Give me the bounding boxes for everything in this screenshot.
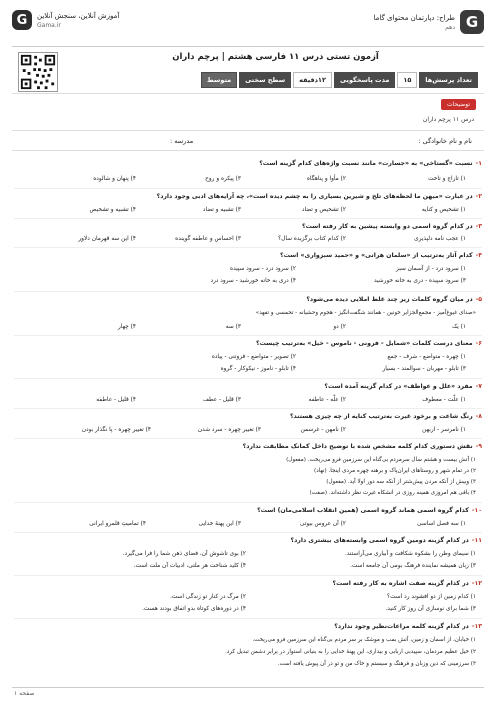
question-11 [14, 537, 482, 545]
option[interactable]: ۴) قلیل - عاطفه [96, 397, 136, 403]
question-text: نقش دستوری کدام کلمه مشخص شده با توضیح داخل کمانک مطابقت ندارد؟ [242, 443, 473, 450]
question-4 [14, 252, 482, 260]
divider [14, 532, 482, 533]
question-8 [14, 413, 482, 421]
question-text: نسبت «گستاخی» به «جسارت» مانند نسبت واژه‌های کدام گزینه است؟ [259, 160, 473, 167]
question-text: در کدام گروه اسمی دو وابسته پیشین به کار رفته است؟ [302, 223, 473, 230]
test-info-box [18, 52, 478, 90]
option[interactable]: ۲) مرگ در کنار تو زندگی است. [169, 594, 246, 600]
option[interactable]: ۴) کلید شناخت هر ملتی، ادبیات آن ملت است. [133, 563, 246, 569]
option[interactable]: ۲) دو [333, 324, 346, 330]
divider [14, 335, 482, 336]
question-1 [14, 160, 482, 168]
question-text: کدام آثار به‌ترتیب از «سلمان هراتی» و «حمید سبزواری» است؟ [280, 252, 473, 259]
question-text: کدام گروه اسمی هماند گروه اسمی (همین انقلاب اسلامی‌مان) است؟ [257, 507, 469, 514]
option[interactable]: ۱) کدام زمین از دو افشوند رد است؟ [387, 594, 476, 600]
page-header [12, 10, 484, 46]
divider [14, 291, 482, 292]
difficulty-value: متوسط [201, 72, 237, 88]
divider [14, 218, 482, 219]
duration-value: ۱۲دقیقه [293, 72, 332, 88]
question-text: معنای درست کلمات «شمایل - فرونی - ناموس - خیل» به‌ترتیب چیست؟ [256, 340, 473, 347]
option[interactable]: ۱) تشخیص و کنایه [421, 207, 466, 213]
question-number: ۱۳- [471, 623, 482, 630]
site-brand[interactable] [12, 10, 119, 30]
question-number: ۸- [475, 413, 482, 420]
option[interactable]: ۴) تشبیه و تشخیص [89, 207, 136, 213]
option[interactable]: ۱) سرود درد - از آسمان سبز [396, 266, 466, 272]
question-number: ۱۱- [471, 537, 482, 544]
site-url[interactable]: Gama.ir [37, 21, 61, 29]
option[interactable]: ۴) در دوره‌های کوتاه بدو اتفاق بودند هست. [142, 606, 246, 612]
option[interactable]: ۲) تشخیص و تضاد [301, 207, 346, 213]
site-slogan: آموزش آنلاین، سنجش آنلاین [37, 11, 120, 20]
question-number: ۱۲- [471, 580, 482, 587]
option[interactable]: ۲) سرود درد - سرود سپیده [230, 266, 296, 272]
name-label[interactable]: نام و نام خانوادگی : [418, 137, 472, 145]
question-number: ۹- [475, 443, 482, 450]
option[interactable]: ۲) مأوا و پناهگاه [306, 176, 346, 182]
option[interactable]: ۱) یک [451, 324, 466, 330]
question-12 [14, 580, 482, 588]
grade-label: دهم [445, 23, 455, 31]
option[interactable]: ۴) باقی هم امروزی همینه روزی در انشکاه غیرت نظر داشته‌اند. (صفت) [309, 490, 476, 496]
gama-logo-icon: G [460, 10, 484, 34]
option[interactable]: ۴) این سه قهرمان دلاور [78, 236, 136, 242]
divider [14, 575, 482, 576]
divider [14, 188, 482, 189]
difficulty-label: سطح سختی [239, 72, 291, 88]
question-9 [14, 443, 482, 451]
question-text: در کدام گزینه دومین گروه اسمی وابسته‌های بیشتری دارد؟ [290, 537, 469, 544]
question-2 [14, 193, 482, 201]
divider [14, 618, 482, 619]
qr-code-icon[interactable] [18, 52, 58, 92]
site-logo-icon: G [12, 10, 32, 30]
question-count-label: تعداد پرسش‌ها [419, 72, 478, 88]
question-text: رنگ شاعت و برخود غیرت به‌ترتیب کنایه از چه چیزی هستند؟ [289, 413, 473, 420]
duration-label: مدت پاسخگویی [334, 72, 395, 88]
option[interactable]: ۳) سرزمینی که دین وزبان و فرهنگ و سیستم و خاک من و تو در آن پیوش یافته است. [277, 661, 476, 667]
question-count-value: ۱۵ [397, 72, 417, 88]
test-title: آزمون تستی درس ۱۱ فارسی هشتم | پرچم داران [172, 52, 379, 62]
option[interactable]: ۲) خیل عظیم مردمان، سپیدبی اربابی و بیداری، این پهنهٔ خدایی را به بنیانی استوار در برابر دشمن تبدیل کرد. [225, 649, 476, 655]
option[interactable]: ۴) تغییر چهره - پا نگذار بودن [81, 427, 151, 433]
divider [14, 408, 482, 409]
question-text: مفرد «علل و عواطف» در کدام گزینه آمده است؟ [324, 383, 473, 390]
notes-text: درس ۱۱ پرچم داران [422, 116, 474, 123]
option[interactable]: ۳) وبیش از آنکه مردن پیش‌شتر از آنکه سه دور اولا آید. (مفعول) [326, 479, 476, 485]
option[interactable]: ۲) آن عروس بیوتی [299, 521, 346, 527]
notes-tag: توضیحات [441, 99, 476, 110]
option[interactable]: ۴) تابلو - ناموز - نیکوکار - گروه [220, 366, 296, 372]
option[interactable]: ۳) قلیل - عطف [202, 397, 241, 403]
divider [12, 93, 484, 94]
page-number: صفحه ۱ [14, 690, 35, 697]
option[interactable]: ۳) سه [225, 324, 241, 330]
option[interactable]: ۲) بوی تاشوش آن، فضای ذهن شما را فرا می‌گیرد. [122, 551, 246, 557]
designer-brand [373, 10, 484, 34]
question-3 [14, 223, 482, 231]
question-number: ۳- [475, 223, 482, 230]
option[interactable]: ۱) علّت - معطوف [422, 397, 466, 403]
option[interactable]: ۴) پنهان و شالوده [93, 176, 136, 182]
question-13 [14, 623, 482, 631]
designer-label: طراح: دپارتمان محتوای گاما [373, 13, 455, 22]
option[interactable]: ۳) پیکره و روح [205, 176, 241, 182]
question-text: در کدام گزینه صفت اشاره به کار رفته است؟ [332, 580, 469, 587]
option[interactable]: ۲) کدام کتاب برگزیده سال؟ [278, 236, 346, 242]
question-6 [14, 340, 482, 348]
option[interactable]: ۲) در تمام شهر و روستاهای ایران‌پاک و برهنه چهره مردی اینجا. (نهاد) [314, 468, 476, 474]
test-meta-row [201, 72, 478, 88]
divider [14, 438, 482, 439]
option[interactable]: ۱) تاراج و تاخت [428, 176, 466, 182]
question-5-phrase: «صدای غیوغ‌آمیز - مجمع‌الجزایر خونین - همانند شگفت‌انگیز - هجوم وحشیانه - تحمسی و تفهد» [255, 310, 476, 316]
option[interactable]: ۱) نامرسر - اربهن [422, 427, 466, 433]
question-number: ۱۰- [471, 507, 482, 514]
question-7 [14, 383, 482, 391]
question-number: ۴- [475, 252, 482, 259]
student-info-row [20, 137, 476, 145]
option[interactable]: ۲) علّه - عاطفه [308, 397, 346, 403]
question-text: در عبارت «میهن ما لحظه‌های تلخ و شیرین بسیاری را به چشم دیده است»، چه آرایه‌های ادبی وجود دارد؟ [156, 193, 473, 200]
divider [14, 247, 482, 248]
header-divider [12, 46, 484, 47]
option[interactable]: ۴) تمامیتِ قلمرو ایرانی [89, 521, 146, 527]
divider [12, 130, 484, 131]
option[interactable]: ۳) شما برای نوسازی آن روز کار کنید. [385, 606, 476, 612]
question-number: ۲- [475, 193, 482, 200]
option[interactable]: ۱) خیابان، از اسمان و زمین، آتش بمب و موشک بر سر مردم بی‌گناه این سرزمین فرو می‌ریخت. [252, 637, 476, 643]
question-10 [14, 507, 482, 515]
option[interactable]: ۱) آتش بیست و هشتم سال سرمردم بی‌گناه این سرزمین فرو می‌ریخت. (مفعول) [286, 457, 476, 463]
question-number: ۶- [475, 340, 482, 347]
footer-divider [12, 687, 484, 688]
divider [12, 150, 484, 151]
option[interactable]: ۳) احساس و عاطفه گوینده [175, 236, 241, 242]
option[interactable]: ۴) دری به خانه خورشید - سرود درد [210, 278, 296, 284]
option[interactable]: ۲) تصویر - متواضع - فروتنی - پیاده [211, 354, 296, 360]
option[interactable]: ۳) تشبیه و تضاد [202, 207, 241, 213]
school-label[interactable]: مدرسه : [170, 137, 194, 145]
option[interactable]: ۳) زبان همیشه نماینده فرهنگ بومی آن جامعه است. [350, 563, 476, 569]
option[interactable]: ۳) تابلو - مهربان - سوالمند - بسیار [382, 366, 466, 372]
option[interactable]: ۴) چهار [117, 324, 136, 330]
question-text: در میان گروه کلمات زیر چند غلط املایی دیده می‌شود؟ [306, 296, 473, 303]
option[interactable]: ۳) سرود سپیده - دری به خانه خورشید [374, 278, 466, 284]
option[interactable]: ۱) سه فصل اساسی [417, 521, 466, 527]
option[interactable]: ۱) عجب نامه دلپذیری [414, 236, 466, 242]
question-number: ۱- [475, 160, 482, 167]
question-number: ۵- [475, 296, 482, 303]
option[interactable]: ۱) چهره - متواضع - شرف - جمع [387, 354, 466, 360]
option[interactable]: ۱) سیمای وطن را بشکوه شکافت و آبیاری می‌آراستند. [344, 551, 476, 557]
option[interactable]: ۳) تغییر چهره - سرد شدن [197, 427, 261, 433]
option[interactable]: ۳) این پهنهٔ خدایی [198, 521, 241, 527]
question-text: در کدام گزینه کلمه مراعات‌نظیر وجود ندارد؟ [334, 623, 469, 630]
divider [14, 378, 482, 379]
question-5 [14, 296, 482, 304]
question-number: ۷- [475, 383, 482, 390]
option[interactable]: ۲) نامهن - غرسمن [300, 427, 346, 433]
divider [14, 502, 482, 503]
